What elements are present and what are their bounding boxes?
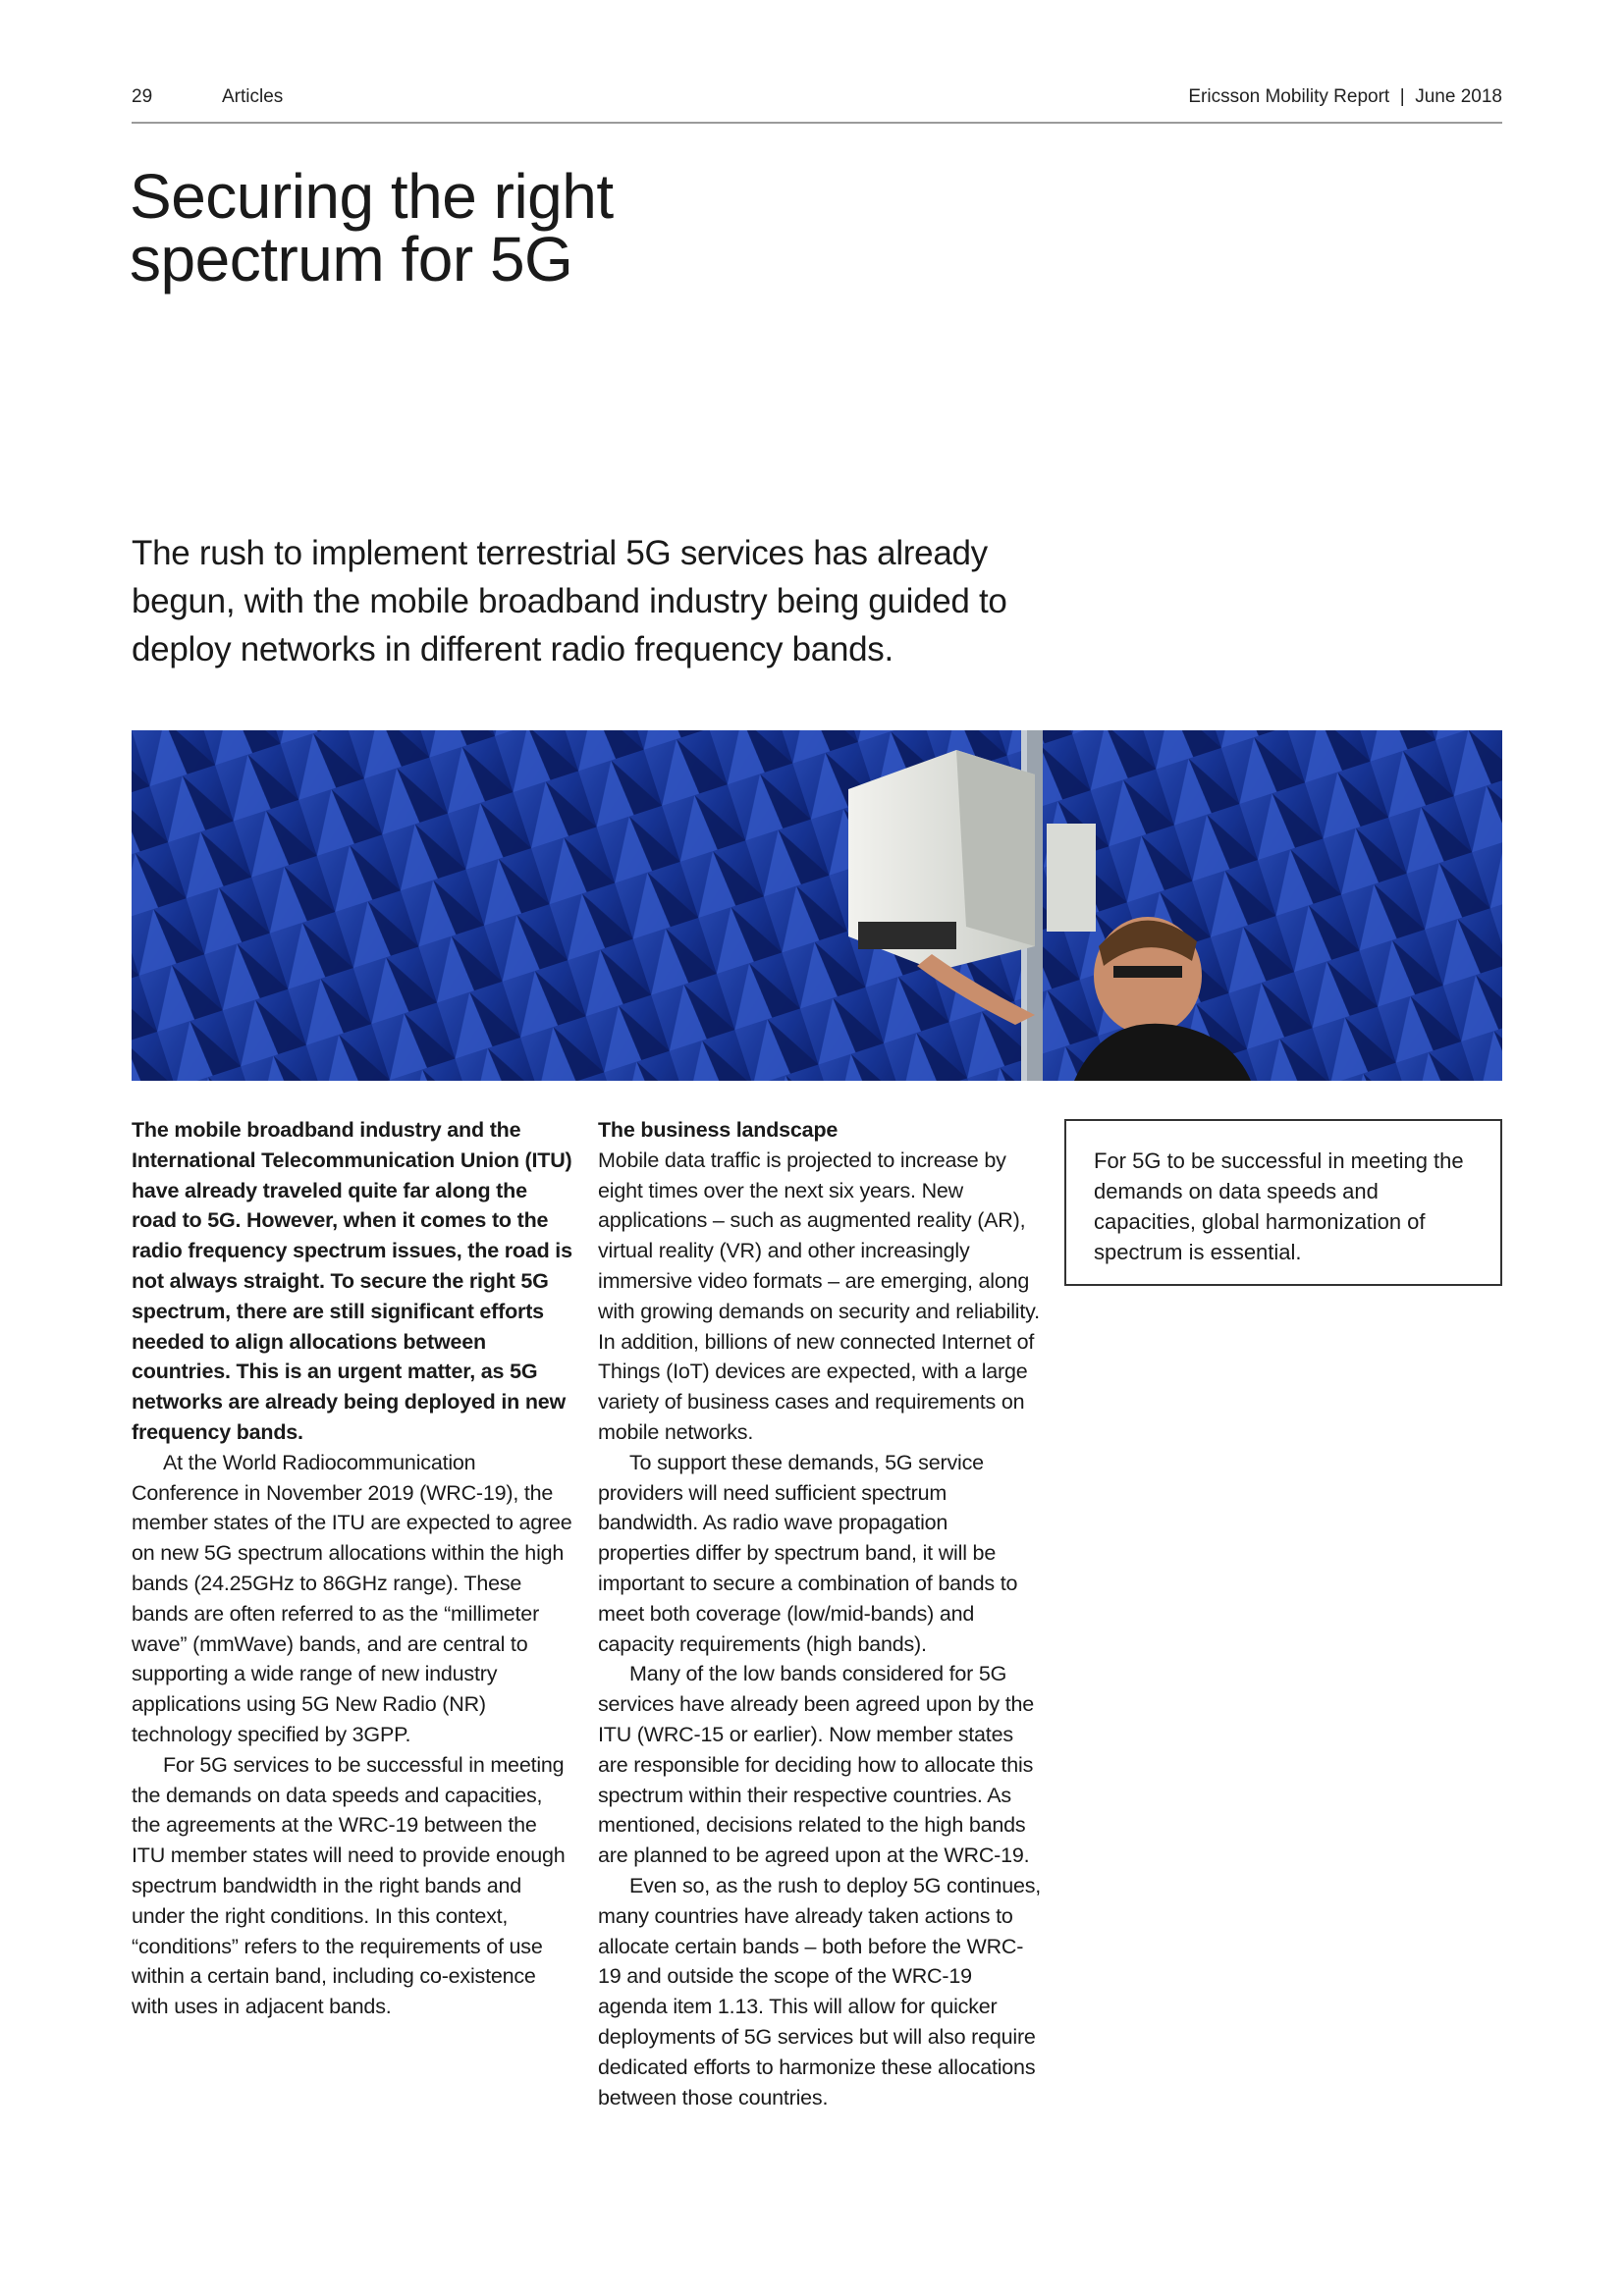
body-paragraph: For 5G services to be successful in meeting the demands on data speeds and capacities, the agreements at the WRC-19 between the ITU member states will need to provide enough spectrum bandwidth in the right bands and under the right conditions. In this context, “conditions” refers to the requirements of use within a certain band, including co-existence with uses in adjacent bands. — [132, 1752, 566, 2019]
page-number: 29 — [132, 86, 153, 107]
body-paragraph: To support these demands, 5G service providers will need sufficient spectrum bandwidth. As radio wave propagation properties differ by spectrum band, it will be important to secure a combination of bands to meet both coverage (low/mid-bands) and capacity requirements (high bands). — [598, 1450, 1018, 1656]
pull-quote-box: For 5G to be successful in meeting the demands on data speeds and capacities, global harmonization of spectrum is essential. — [1064, 1119, 1502, 1286]
anechoic-chamber-photo — [132, 730, 1502, 1081]
section-subhead: The business landscape — [598, 1118, 839, 1142]
column-two — [598, 1115, 1042, 2112]
report-title: Ericsson Mobility Report | June 2018 — [1188, 86, 1502, 107]
page-header — [132, 86, 1502, 124]
body-paragraph: Mobile data traffic is projected to increase by eight times over the next six years. New applications – such as augmented reality (AR), virtual reality (VR) and other increasingly immersive video formats – are emerging, along with growing demands on security and reliability. In addition, billions of new connected Internet of Things (IoT) devices are expected, with a large variety of business cases and requirements on mobile networks. — [598, 1148, 1040, 1444]
column-one — [132, 1115, 575, 2022]
body-paragraph: Many of the low bands considered for 5G services have already been agreed upon by the ITU (WRC-15 or earlier). Now member states are responsible for deciding how to allocate this spectrum within their respective countries. As mentioned, decisions related to the high bands are planned to be agreed upon at the WRC-19. — [598, 1662, 1035, 1868]
article-lead: The rush to implement terrestrial 5G services has already begun, with the mobile broadband industry being guided to deploy networks in different radio frequency bands. — [132, 534, 1007, 668]
hero-photo — [132, 730, 1502, 1081]
intro-paragraph: The mobile broadband industry and the International Telecommunication Union (ITU) have already traveled quite far along the road to 5G. However, when it comes to the radio frequency spectrum issues, the road is not always straight. To secure the right 5G spectrum, there are still significant efforts needed to align allocations between countries. This is an urgent matter, as 5G networks are already being deployed in new frequency bands. — [132, 1118, 572, 1444]
body-paragraph: At the World Radiocommunication Conference in November 2019 (WRC-19), the member states of the ITU are expected to agree on new 5G spectrum allocations within the high bands (24.25GHz to 86GHz range). These bands are often referred to as the “millimeter wave” (mmWave) bands, and are central to supporting a wide range of new industry applications using 5G New Radio (NR) technology specified by 3GPP. — [132, 1450, 572, 1746]
article-title: Securing the right spectrum for 5G — [130, 161, 614, 294]
section-label: Articles — [222, 86, 284, 107]
body-paragraph: Even so, as the rush to deploy 5G continues, many countries have already taken actions to allocate certain bands – both before the WRC-19 and outside the scope of the WRC-19 agenda item 1.13. This will allow for quicker deployments of 5G services but will also require dedicated efforts to harmonize these allocations between those countries. — [598, 1873, 1042, 2109]
